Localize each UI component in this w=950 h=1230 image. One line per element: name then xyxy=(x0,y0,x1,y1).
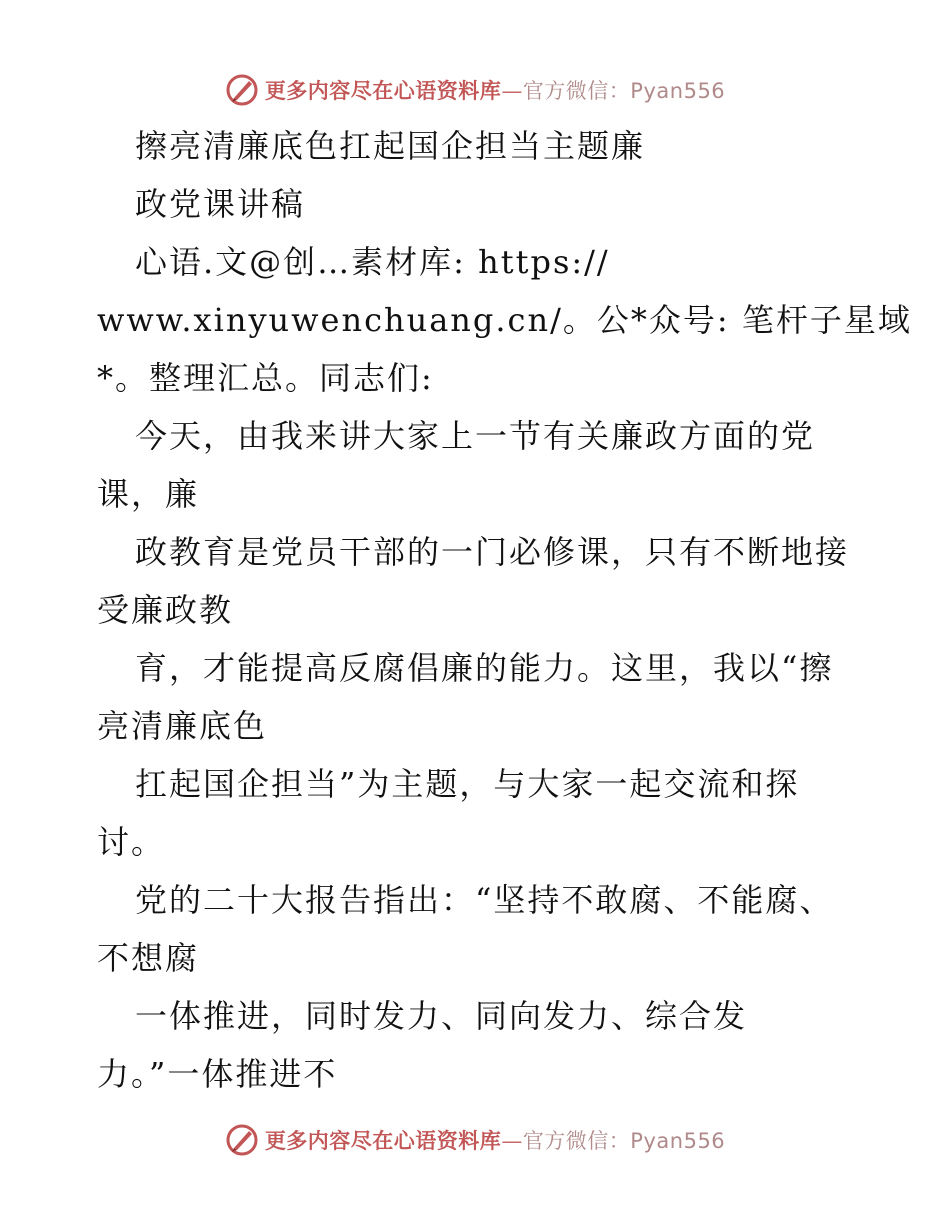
document-body xyxy=(97,117,912,1103)
text-line: 今天，由我来讲大家上一节有关廉政方面的党 xyxy=(135,417,816,455)
text-line: 心语.文@创…素材库: https:// xyxy=(135,243,610,281)
quill-pen-logo-icon xyxy=(225,1123,259,1157)
banner-brand: 更多内容尽在心语资料库 xyxy=(264,1129,502,1153)
text-line: 育，才能提高反腐倡廉的能力。这里，我以“擦 xyxy=(135,649,834,687)
quill-pen-logo-icon xyxy=(225,73,259,107)
footer-banner xyxy=(0,1120,950,1160)
banner-text xyxy=(265,75,725,105)
banner-wechat: 官方微信：Pyan556 xyxy=(522,79,726,103)
text-line: 讨。 xyxy=(97,823,166,861)
text-line: 扛起国企担当”为主题，与大家一起交流和探 xyxy=(135,765,800,803)
text-line: 课，廉 xyxy=(97,475,200,513)
text-line: 不想腐 xyxy=(97,939,200,977)
banner-dash: — xyxy=(501,79,523,103)
text-line: 政党课讲稿 xyxy=(135,185,306,223)
banner-brand: 更多内容尽在心语资料库 xyxy=(264,79,502,103)
text-line: 政教育是党员干部的一门必修课，只有不断地接 xyxy=(135,533,850,571)
text-line: 党的二十大报告指出：“坚持不敢腐、不能腐、 xyxy=(135,881,834,919)
banner-dash: — xyxy=(501,1129,523,1153)
text-line: 一体推进，同时发力、同向发力、综合发 xyxy=(135,997,748,1035)
banner-wechat: 官方微信：Pyan556 xyxy=(522,1129,726,1153)
text-line: 亮清廉底色 xyxy=(97,707,268,745)
text-line: 力。”一体推进不 xyxy=(97,1055,338,1093)
header-banner xyxy=(0,70,950,110)
text-line: www.xinyuwenchuang.cn/。公*众号: 笔杆子星域 xyxy=(97,301,912,339)
text-line: 擦亮清廉底色扛起国企担当主题廉 xyxy=(135,127,646,165)
text-line: 受廉政教 xyxy=(97,591,234,629)
text-line: *。整理汇总。同志们: xyxy=(97,359,434,397)
banner-text xyxy=(265,1125,725,1155)
